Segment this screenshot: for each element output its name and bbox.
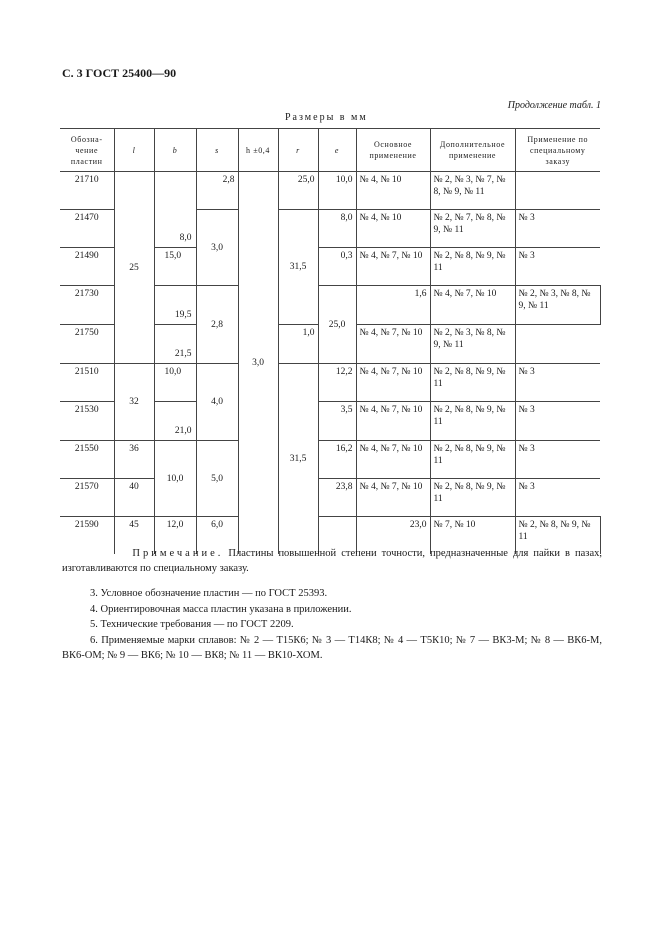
- cell-s: 2,8: [196, 286, 238, 364]
- cell-main: № 4, № 7, № 10: [356, 325, 430, 364]
- cell-e: 10,0: [318, 172, 356, 210]
- cell-additional: № 2, № 3, № 7, № 8, № 9, № 11: [430, 172, 515, 210]
- cell-main: № 4, № 10: [356, 210, 430, 248]
- cell-main: № 4, № 7, № 10: [430, 286, 515, 325]
- col-header-s: s: [196, 129, 238, 172]
- cell-main: № 4, № 7, № 10: [356, 441, 430, 479]
- col-header-r: r: [278, 129, 318, 172]
- col-header-main: Основное применение: [356, 129, 430, 172]
- cell-designation: 21750: [60, 325, 114, 364]
- cell-b: 12,0: [154, 517, 196, 555]
- cell-b: 21,5: [154, 325, 196, 364]
- cell-designation: 21590: [60, 517, 114, 555]
- cell-s: 3,0: [196, 210, 238, 286]
- col-header-e: e: [318, 129, 356, 172]
- cell-l: 40: [114, 479, 154, 517]
- col-header-special: Применение по специальному заказу: [515, 129, 600, 172]
- note-item: 6. Применяемые марки сплавов: № 2 — Т15К6; № 3 — Т14К8; № 4 — Т5К10; № 7 — ВК3-М; № 8 — ВК6-М, ВК6-ОМ; № 9 — ВК6; № 10 — ВК8; № 11 — ВК10-ХОМ.: [62, 634, 602, 661]
- cell-e: 1,6: [356, 286, 430, 325]
- cell-additional: № 2, № 3, № 8, № 9, № 11: [430, 325, 515, 364]
- table-header-row: [60, 129, 600, 172]
- col-header-additional: Дополнительное применение: [430, 129, 515, 172]
- cell-special: № 3: [515, 441, 600, 479]
- col-header-designation: Обозна-чение пластин: [60, 129, 114, 172]
- dimensions-label: Размеры в мм: [285, 112, 368, 123]
- note-text: Пластины повышенной степени точности, предназначенные для пайки в пазах, изготавливаются по специальному заказу.: [62, 548, 602, 574]
- table-row: [60, 364, 600, 402]
- cell-designation: 21550: [60, 441, 114, 479]
- cell-e: 1,0: [278, 325, 318, 364]
- col-header-l: l: [114, 129, 154, 172]
- cell-l: 36: [114, 441, 154, 479]
- cell-b: 19,5: [154, 286, 196, 325]
- col-header-h: h ±0,4: [238, 129, 278, 172]
- cell-b: 10,0: [154, 364, 196, 402]
- cell-e: 16,2: [318, 441, 356, 479]
- table-row: [60, 479, 600, 517]
- cell-additional: № 2, № 8, № 9, № 11: [430, 479, 515, 517]
- cell-designation: 21570: [60, 479, 114, 517]
- cell-b: 8,0: [154, 172, 196, 248]
- cell-special: № 3: [515, 248, 600, 286]
- cell-designation: 21530: [60, 402, 114, 441]
- cell-l: 32: [114, 364, 154, 441]
- cell-r: 31,5: [278, 210, 318, 325]
- cell-designation: 21730: [60, 286, 114, 325]
- cell-special: № 3: [515, 210, 600, 248]
- cell-r: 31,5: [278, 364, 318, 555]
- cell-b: 10,0: [154, 441, 196, 517]
- col-header-b: b: [154, 129, 196, 172]
- cell-additional: № 2, № 8, № 9, № 11: [430, 441, 515, 479]
- cell-l: 25: [114, 172, 154, 364]
- cell-main: № 4, № 7, № 10: [356, 248, 430, 286]
- cell-b: 15,0: [154, 248, 196, 286]
- note-item: 5. Технические требования — по ГОСТ 2209.: [90, 619, 294, 630]
- cell-e: 8,0: [318, 210, 356, 248]
- specs-table: [60, 128, 600, 554]
- page-header: С. 3 ГОСТ 25400—90: [62, 66, 177, 80]
- cell-b: 21,0: [154, 402, 196, 441]
- cell-additional: № 2, № 8, № 9, № 11: [515, 517, 600, 555]
- cell-h: 3,0: [238, 172, 278, 555]
- cell-additional: № 2, № 3, № 8, № 9, № 11: [515, 286, 600, 325]
- table-row: [60, 172, 600, 210]
- table-note: [62, 546, 602, 576]
- cell-main: № 4, № 7, № 10: [356, 479, 430, 517]
- cell-additional: № 2, № 8, № 9, № 11: [430, 248, 515, 286]
- cell-e: 12,2: [318, 364, 356, 402]
- notes-list: [62, 586, 602, 664]
- cell-special: № 3: [515, 364, 600, 402]
- note-label: Примечание.: [132, 548, 224, 559]
- cell-e: 3,5: [318, 402, 356, 441]
- note-item: 3. Условное обозначение пластин — по ГОСТ 25393.: [90, 588, 328, 599]
- cell-main: № 4, № 7, № 10: [356, 364, 430, 402]
- cell-r: 25,0: [318, 286, 356, 364]
- cell-s: 2,8: [196, 172, 238, 210]
- cell-s: 4,0: [196, 364, 238, 441]
- cell-special: № 3: [515, 479, 600, 517]
- cell-l: 45: [114, 517, 154, 555]
- cell-main: № 4, № 7, № 10: [356, 402, 430, 441]
- cell-additional: № 2, № 8, № 9, № 11: [430, 364, 515, 402]
- cell-s: 5,0: [196, 441, 238, 517]
- table-row: [60, 441, 600, 479]
- table-caption: Продолжение табл. 1: [507, 100, 601, 111]
- cell-additional: № 2, № 8, № 9, № 11: [430, 402, 515, 441]
- cell-designation: 21710: [74, 175, 99, 185]
- note-item: 4. Ориентировочная масса пластин указана в приложении.: [90, 603, 352, 615]
- cell-r: 25,0: [278, 172, 318, 210]
- cell-designation: 21470: [60, 210, 114, 248]
- cell-main: № 4, № 10: [356, 172, 430, 210]
- cell-main: № 7, № 10: [430, 517, 515, 555]
- cell-e: 0,3: [318, 248, 356, 286]
- cell-special: [515, 325, 600, 364]
- cell-e: 23,0: [356, 517, 430, 555]
- cell-s: 6,0: [196, 517, 238, 555]
- cell-special: № 3: [515, 402, 600, 441]
- cell-additional: № 2, № 7, № 8, № 9, № 11: [430, 210, 515, 248]
- cell-designation: 21490: [60, 248, 114, 286]
- cell-e: 23,8: [318, 479, 356, 517]
- cell-special: [515, 172, 600, 210]
- cell-designation: 21510: [60, 364, 114, 402]
